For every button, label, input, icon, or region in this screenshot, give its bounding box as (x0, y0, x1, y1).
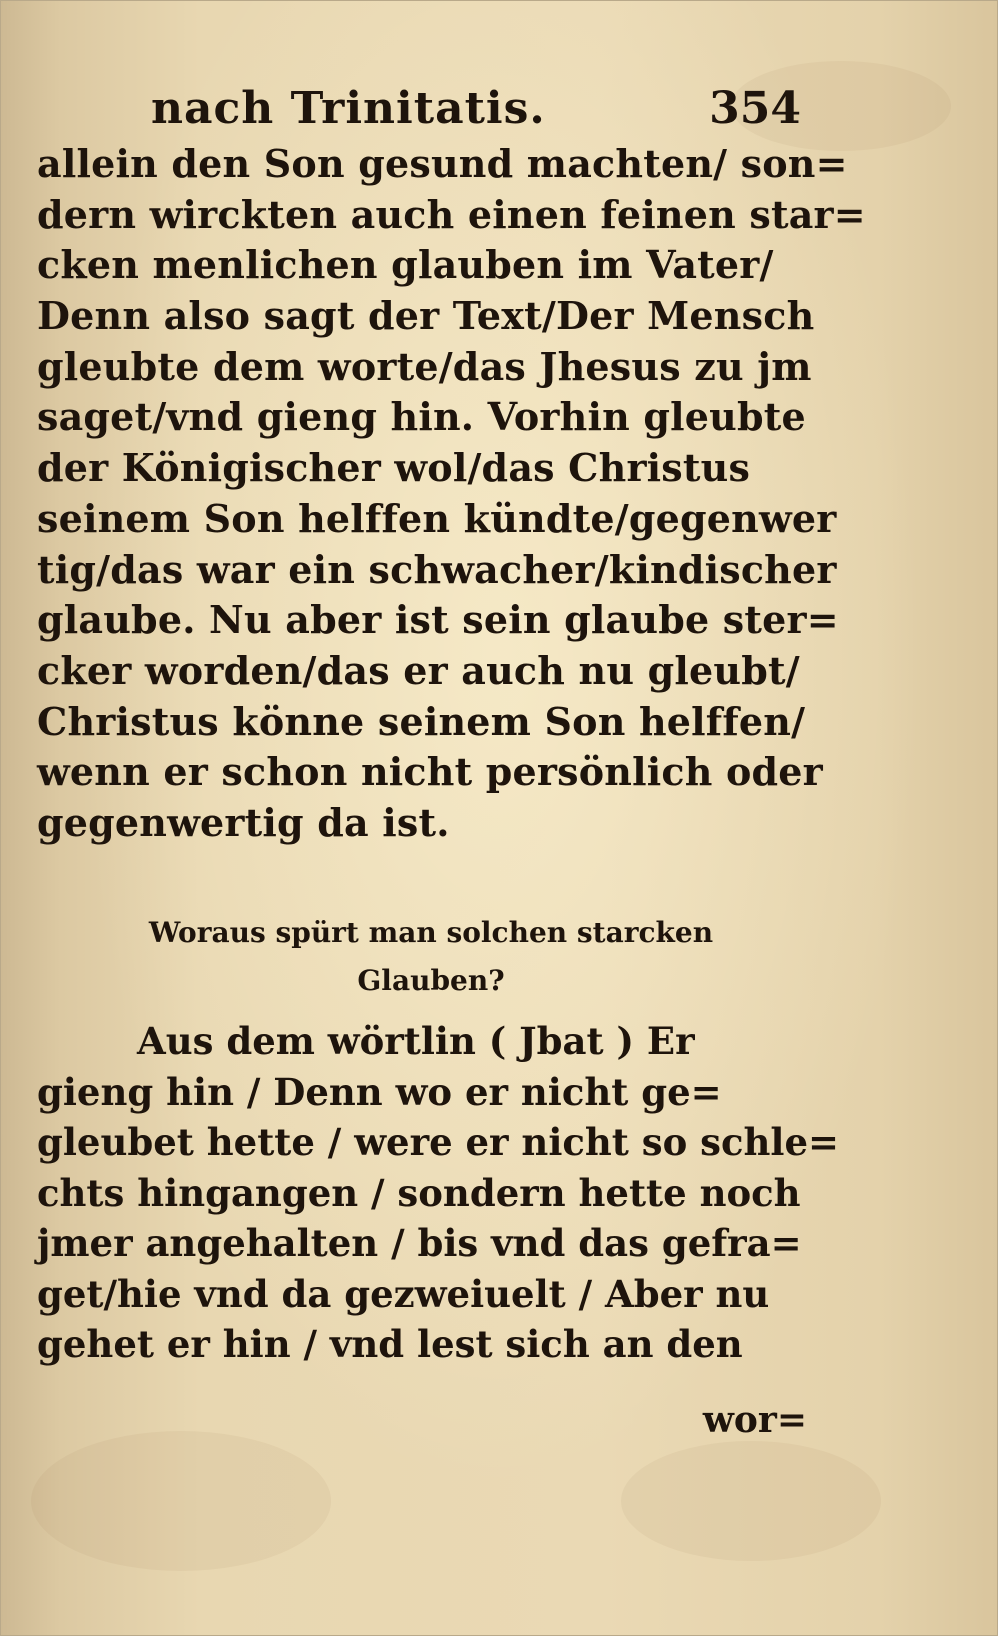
text-line: Aus dem wörtlin ( Jbat ) Er (137, 1019, 695, 1063)
text-line: allein den Son gesund machten/ son= (37, 141, 848, 186)
text-line: der Königischer wol/das Christus (37, 445, 751, 491)
text-line: gleubet hette / were er nicht so schle= (37, 1120, 840, 1164)
body-text (37, 139, 866, 849)
question-line: Glauben? (357, 964, 505, 997)
text-line: tig/das war ein schwacher/kindischer (37, 546, 837, 592)
answer-text (37, 1016, 840, 1370)
text-line: gieng hin / Denn wo er nicht ge= (37, 1069, 722, 1114)
running-head: nach Trinitatis. (151, 83, 546, 134)
catchword: wor= (702, 1399, 807, 1441)
page-number: 354 (709, 83, 801, 134)
text-line: gleubte dem worte/das Jhesus zu jm (37, 343, 812, 389)
text-line: gehet er hin / vnd lest sich an den (37, 1322, 743, 1366)
page-header (151, 79, 801, 139)
question-line: Woraus spürt man solchen starcken (148, 916, 714, 949)
text-line: glaube. Nu aber ist sein glaube ster= (37, 597, 839, 643)
text-line: cker worden/das er auch nu gleubt/ (37, 647, 800, 693)
text-line: Christus könne seinem Son helffen/ (37, 698, 806, 744)
paper-stain (31, 1431, 331, 1571)
text-line: seinem Son helffen kündte/gegenwer (37, 495, 837, 541)
text-line: get/hie vnd da gezweiuelt / Aber nu (37, 1271, 770, 1316)
paper-stain (621, 1441, 881, 1561)
text-line: dern wirckten auch einen feinen star= (37, 191, 866, 237)
question-heading (61, 909, 801, 1005)
text-line: chts hingangen / sondern hette noch (37, 1170, 801, 1215)
text-line: Denn also sagt der Text/Der Mensch (37, 293, 815, 339)
text-line: wenn er schon nicht persönlich oder (37, 749, 823, 795)
text-line: saget/vnd gieng hin. Vorhin gleubte (37, 394, 806, 440)
text-line: gegenwertig da ist. (37, 799, 450, 845)
text-line: cken menlichen glauben im Vater/ (37, 242, 774, 288)
text-line: jmer angehalten / bis vnd das gefra= (37, 1221, 802, 1265)
